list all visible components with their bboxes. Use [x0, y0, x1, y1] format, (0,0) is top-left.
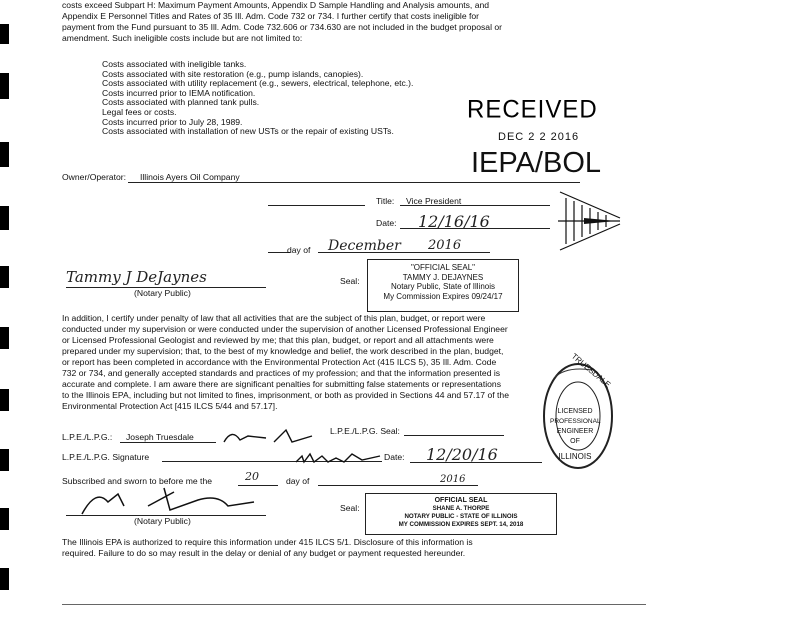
- lpe-signature-scribble: [222, 426, 314, 446]
- seal-line: Notary Public, State of Illinois: [390, 282, 496, 292]
- seal-text: LICENSED: [557, 408, 593, 415]
- cert-line: prepared under my supervision; that, to the best of my knowledge and belief, the work described in the plan, budget,: [62, 346, 504, 356]
- notice-line: The Illinois EPA is authorized to require this information under 415 ILCS 5/1. Disclosure of this information is: [62, 537, 473, 547]
- ineligible-costs-list: [102, 60, 442, 137]
- seal-line: SHANE A. THORPE: [432, 505, 490, 512]
- lpe-signature-handwriting: [292, 448, 382, 466]
- title-label: Title:: [376, 196, 395, 206]
- notice-line: required. Failure to do so may result in the delay or denial of any budget or payment requested hereunder.: [62, 548, 466, 558]
- cert-line: to the Illinois EPA, including but not limited to fines, imprisonment, or both as provided in Sections 44 and 57.17 of the: [62, 390, 509, 400]
- certification-paragraph: [62, 313, 597, 412]
- list-item: Costs associated with planned tank pulls.: [102, 97, 260, 108]
- subscribed-month-line: [318, 485, 478, 486]
- lpe-date-label: Date:: [384, 452, 405, 462]
- seal-text: OF: [570, 438, 580, 445]
- lpe-name-label: L.P.E./L.P.G.:: [62, 432, 113, 442]
- seal-line: NOTARY PUBLIC - STATE OF ILLINOIS: [404, 513, 518, 520]
- cert-line: 732 or 734, and generally accepted standards and practices of my profession; and that the information presented is: [62, 368, 501, 378]
- cert-line: conducted under my supervision or were conducted under the supervision of another Licensed Professional Engineer: [62, 324, 508, 334]
- notary-caption: (Notary Public): [134, 288, 191, 298]
- intro-line: costs exceed Subpart H: Maximum Payment Amounts, Appendix D Sample Handling and Analysis amounts, and: [62, 0, 490, 10]
- seal-text: PROFESSIONAL: [550, 418, 601, 425]
- list-item: Costs associated with utility replacement (e.g., sewers, electrical, telephone, etc.).: [102, 78, 414, 89]
- seal-line: MY COMMISSION EXPIRES SEPT. 14, 2018: [398, 521, 524, 528]
- notary-signature-2: [78, 484, 258, 518]
- iepa-bol-stamp: IEPA/BOL: [471, 147, 602, 179]
- cert-line: or report has been completed in accordance with the Environmental Protection Act (415 ILCS 5), 35 Ill. Adm. Code: [62, 357, 497, 367]
- seal-line: OFFICIAL SEAL: [434, 497, 488, 504]
- cert-line: accurate and complete. I am aware there are significant penalties for submitting false statements or representations: [62, 379, 501, 389]
- cert-line: In addition, I certify under penalty of law that all activities that are the subject of this plan, budget, or report were: [62, 313, 486, 323]
- title-line: [400, 205, 550, 206]
- list-item: Costs incurred prior to IEMA notification.: [102, 87, 256, 98]
- received-date-stamp: DEC 2 2 2016: [498, 131, 580, 143]
- cert-line: Environmental Protection Act [415 ILCS 5/44 and 57.17].: [62, 401, 278, 411]
- owner-line: [128, 182, 580, 183]
- intro-paragraph: [62, 0, 592, 44]
- seal-text: ENGINEER: [556, 428, 594, 435]
- notary-caption-2: (Notary Public): [134, 516, 191, 526]
- seal-label: Seal:: [340, 276, 360, 286]
- lpe-date-handwritten: 12/20/16: [426, 445, 498, 464]
- sign-here-arrow-icon: [556, 188, 624, 254]
- lpe-name-value: Joseph Truesdale: [126, 432, 194, 442]
- seal-label-2: Seal:: [340, 503, 360, 513]
- seal-text: TRUESDALE: [569, 351, 613, 390]
- subscribed-text: Subscribed and sworn to before me the: [62, 476, 213, 486]
- date-handwritten: 12/16/16: [418, 212, 490, 231]
- received-stamp: RECEIVED: [467, 95, 598, 124]
- lpe-seal-label: L.P.E./L.P.G. Seal:: [330, 426, 400, 436]
- date-line: [400, 228, 550, 229]
- disclosure-notice: [62, 537, 597, 559]
- notary-seal-thorpe: [365, 493, 557, 535]
- day-of-label: day of: [287, 245, 311, 255]
- title-value: Vice President: [406, 196, 462, 206]
- page-bottom-rule: [62, 604, 646, 605]
- list-item: Costs associated with installation of new USTs or the repair of existing USTs.: [102, 126, 394, 137]
- list-item: Costs incurred prior to July 28, 1989.: [102, 116, 243, 127]
- month-line: [318, 252, 490, 253]
- list-item: Costs associated with site restoration (e.g., pump islands, canopies).: [102, 68, 364, 79]
- signature-line: [268, 205, 365, 206]
- list-item: Costs associated with ineligible tanks.: [102, 59, 247, 69]
- list-item: Legal fees or costs.: [102, 106, 177, 117]
- seal-line: "OFFICIAL SEAL": [410, 263, 476, 272]
- owner-label: Owner/Operator:: [62, 172, 126, 182]
- month-handwritten: December: [328, 238, 401, 254]
- seal-text: ILLINOIS: [558, 452, 592, 461]
- lpe-name-line: [120, 442, 216, 443]
- notary-signature: Tammy J DeJaynes: [66, 268, 207, 286]
- cert-line: or Licensed Professional Geologist and reviewed by me; that this plan, budget, or report and all attachments were: [62, 335, 494, 345]
- subscribed-day-of: day of: [286, 476, 310, 486]
- date-label: Date:: [376, 218, 397, 228]
- lpe-seal-line: [404, 435, 504, 436]
- owner-value: Illinois Ayers Oil Company: [140, 172, 240, 182]
- subscribed-day-handwritten: 20: [245, 470, 259, 483]
- lpe-signature-label: L.P.E./L.P.G. Signature: [62, 452, 150, 462]
- intro-line: payment from the Fund pursuant to 35 Ill. Adm. Code 732.606 or 734.630 are not included in the budget proposal or: [62, 22, 503, 32]
- subscribed-year-handwritten: 2016: [440, 474, 466, 485]
- intro-line: Appendix E Personnel Titles and Rates of 35 Ill. Adm. Code 732 or 734. I further certify that costs ineligible for: [62, 11, 480, 21]
- intro-line: amendment. Such ineligible costs include but are not limited to:: [62, 33, 303, 43]
- seal-line: My Commission Expires 09/24/17: [383, 291, 503, 301]
- seal-line: TAMMY J. DEJAYNES: [402, 272, 484, 282]
- year-handwritten: 2016: [428, 238, 462, 253]
- lpe-date-line: [410, 462, 542, 463]
- notary-seal-dejaynes: [367, 259, 519, 312]
